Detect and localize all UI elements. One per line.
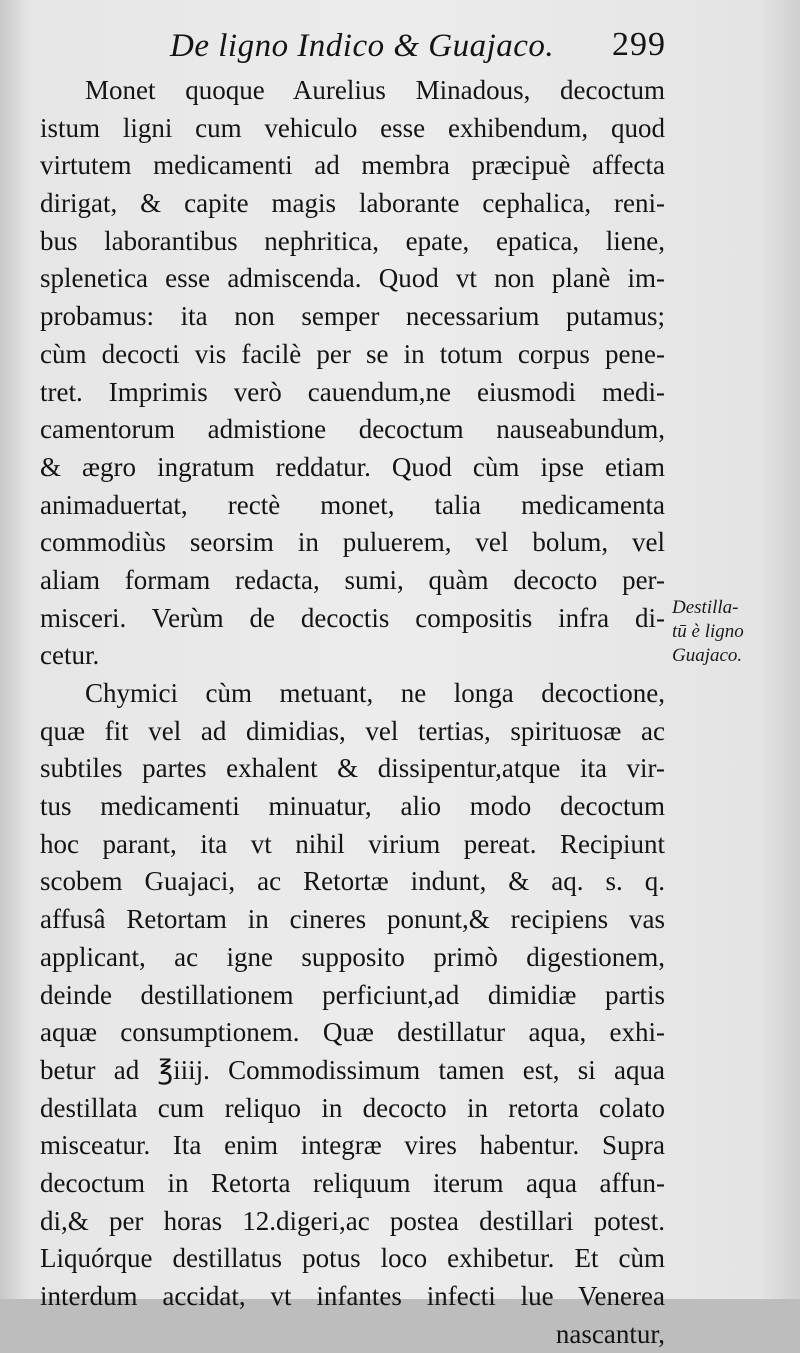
margin-note (672, 596, 792, 668)
text-line: decoctum in Retorta reliquum iterum aqua affun- (40, 1167, 665, 1198)
text-line: misceri. Verùm de decoctis compositis infra di- (40, 602, 665, 633)
text-line: Liquórque destillatus potus loco exhibetur. Et cùm (40, 1243, 665, 1274)
text-line: hoc parant, ita vt nihil virium pereat. Recipiunt (40, 828, 665, 859)
margin-note-line: Destilla- (672, 597, 739, 618)
text-line: probamus: ita non semper necessarium putamus; (40, 301, 665, 332)
text-line: camentorum admistione decoctum nauseabundum, (40, 414, 665, 445)
text-line: Monet quoque Aurelius Minadous, decoctum (85, 75, 665, 105)
text-line: applicant, ac igne supposito primò digestionem, (40, 941, 665, 972)
text-line: tus medicamenti minuatur, alio modo decoctum (40, 791, 665, 822)
text-line: tret. Imprimis verò cauendum,ne eiusmodi medi- (40, 376, 665, 407)
catchword: nascantur, (555, 1318, 665, 1349)
text-line: misceatur. Ita enim integræ vires habentur. Supra (40, 1130, 665, 1161)
text-line: subtiles partes exhalent & dissipentur,atque ita vir- (40, 753, 665, 784)
text-line: bus laborantibus nephritica, epate, epatica, liene, (40, 225, 665, 256)
page-number: 299 (612, 26, 666, 63)
text-line: cetur. (40, 640, 100, 671)
text-line: splenetica esse admiscenda. Quod vt non planè im- (40, 263, 665, 294)
text-line: interdum accidat, vt infantes infecti lue Venerea (40, 1281, 665, 1311)
text-line: animaduertat, rectè monet, talia medicamenta (40, 489, 665, 520)
body-text (40, 72, 665, 1353)
text-line: destillata cum reliquo in decocto in retorta colato (40, 1092, 665, 1123)
text-line: quæ fit vel ad dimidias, vel tertias, spirituosæ ac (40, 715, 665, 746)
page-header (40, 22, 670, 70)
text-line: deinde destillationem perficiunt,ad dimidiæ partis (40, 979, 665, 1010)
text-line: & ægro ingratum reddatur. Quod cùm ipse etiam (40, 451, 665, 482)
margin-note-line: Guajaco. (672, 645, 743, 666)
text-line: virtutem medicamenti ad membra præcipuè affecta (40, 150, 665, 181)
text-line: commodiùs seorsim in puluerem, vel bolum, vel (40, 527, 665, 558)
running-title: De ligno Indico & Guajaco. (170, 28, 555, 64)
text-line: affusâ Retortam in cineres ponunt,& recipiens vas (40, 904, 665, 935)
text-line: cùm decocti vis facilè per se in totum corpus pene- (40, 338, 665, 369)
text-line: aquæ consumptionem. Quæ destillatur aqua, exhi- (40, 1017, 665, 1048)
text-line: istum ligni cum vehiculo esse exhibendum, quod (40, 112, 665, 143)
text-line: scobem Guajaci, ac Retortæ indunt, & aq. s. q. (40, 866, 665, 897)
text-line: aliam formam redacta, sumi, quàm decocto per- (40, 564, 665, 595)
text-line: Chymici cùm metuant, ne longa decoctione, (85, 678, 665, 708)
margin-note-line: tū è ligno (672, 621, 744, 642)
text-line: di,& per horas 12.digeri,ac postea destillari potest. (40, 1205, 665, 1236)
text-line: betur ad ℥iiij. Commodissimum tamen est, si aqua (40, 1054, 665, 1085)
text-line: dirigat, & capite magis laborante cephalica, reni- (40, 188, 665, 219)
